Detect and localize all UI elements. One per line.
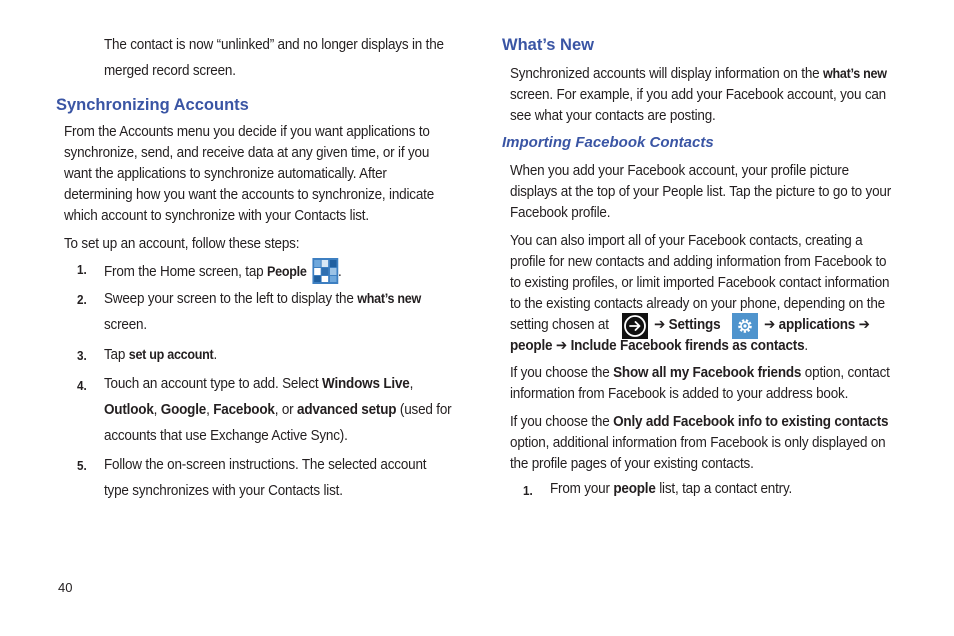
step-text: Sweep your screen to the left to display the (104, 291, 358, 307)
step-text: , (409, 376, 414, 392)
sync-para-line: want the applications to synchronize automatically. After (64, 166, 387, 182)
para-text: Facebook profile. (510, 205, 611, 221)
people-tile-icon (312, 258, 338, 284)
google-label: Google (160, 402, 207, 418)
include-facebook-path (510, 336, 808, 357)
para-text: setting chosen at (510, 317, 609, 333)
settings-label: ➔ Settings (654, 317, 721, 333)
whats-new-label: what’s new (823, 66, 887, 81)
step-text: (used for (396, 402, 452, 418)
step-text: list, tap a contact entry. (655, 481, 793, 497)
step-4-text (104, 371, 451, 449)
only-add-facebook-paragraph (510, 412, 888, 475)
section-heading-whats-new: What’s New (502, 36, 594, 54)
windows-live-label: Windows Live (322, 376, 410, 392)
step-number: 1. (77, 262, 87, 277)
para-text: . (804, 338, 809, 354)
whats-new-label: what’s new (357, 291, 421, 306)
para-text: to the existing contacts already on your phone, depending on the (510, 296, 885, 312)
step-number: 4. (77, 378, 87, 393)
para-text: to existing profiles, or limit imported Facebook contact information (510, 275, 890, 291)
only-add-facebook-label: Only add Facebook info to existing contacts (613, 414, 889, 430)
advanced-setup-label: advanced setup (297, 402, 397, 418)
para-text: Synchronized accounts will display information on the (510, 66, 824, 82)
sync-para-line: which account to synchronize with your Contacts list. (64, 208, 369, 224)
para-text: screen. For example, if you add your Facebook account, you can (510, 87, 887, 103)
people-label: people (613, 481, 656, 497)
step-text: . (338, 263, 342, 280)
step-text: Touch an account type to add. Select (104, 376, 323, 392)
step-2-text (104, 286, 421, 338)
para-text: the profile pages of your existing contacts. (510, 456, 754, 472)
para-text: You can also import all of your Facebook contacts, creating a (510, 233, 863, 249)
sync-para-line: From the Accounts menu you decide if you want applications to (64, 124, 430, 140)
para-text: information from Facebook is added to your address book. (510, 386, 849, 402)
subheading-importing-facebook: Importing Facebook Contacts (502, 134, 714, 151)
step-text: From your (550, 481, 614, 497)
applications-label: ➔ applications ➔ (764, 317, 870, 333)
facebook-profile-paragraph (510, 161, 891, 224)
step-text: . (213, 347, 218, 363)
para-text: displays at the top of your People list. Tap the picture to go to your (510, 184, 892, 200)
para-text: option, additional information from Facebook is only displayed on (510, 435, 886, 451)
step-3-text (104, 344, 217, 366)
intro-line-1: The contact is now “unlinked” and no longer displays in the (104, 37, 444, 53)
step-text: , or (274, 402, 298, 418)
step-text: , (153, 402, 161, 418)
para-text: If you choose the (510, 414, 614, 430)
step-number: 2. (77, 292, 87, 307)
setting-path-line (510, 315, 609, 336)
step-5-text (104, 452, 426, 504)
sync-para-line: synchronize, send, and receive data at any given time, or if you (64, 145, 430, 161)
step-number: 5. (77, 458, 87, 473)
outlook-label: Outlook (104, 402, 154, 418)
step-text: screen. (104, 317, 147, 333)
page-number: 40 (58, 580, 73, 595)
facebook-label: Facebook (213, 402, 275, 418)
setup-account-label: set up account (128, 347, 214, 362)
step-text: accounts that use Exchange Active Sync). (104, 428, 348, 444)
import-contacts-paragraph (510, 231, 889, 315)
para-text: When you add your Facebook account, your profile picture (510, 163, 849, 179)
show-all-friends-paragraph (510, 363, 890, 405)
step-text: Follow the on-screen instructions. The selected account (104, 457, 427, 473)
whats-new-paragraph (510, 63, 887, 127)
para-text: profile for new contacts and adding information from Facebook to (510, 254, 887, 270)
step-number: 1. (523, 483, 533, 498)
sync-paragraph (64, 122, 434, 227)
step-text: type synchronizes with your Contacts list. (104, 483, 343, 499)
step-text: Tap (104, 347, 129, 363)
step-number: 3. (77, 348, 87, 363)
steps-intro: To set up an account, follow these steps: (64, 236, 300, 252)
intro-text (104, 32, 444, 84)
para-text: option, contact (801, 365, 890, 381)
applications-path-label (764, 315, 870, 336)
intro-line-2: merged record screen. (104, 63, 236, 79)
para-text: If you choose the (510, 365, 614, 381)
step-1-text (104, 259, 342, 285)
para-text: see what your contacts are posting. (510, 108, 716, 124)
sync-para-line: determining how you want the accounts to synchronize, indicate (64, 187, 435, 203)
step-text: , (206, 402, 214, 418)
section-heading-sync: Synchronizing Accounts (56, 96, 249, 114)
include-facebook-label: people ➔ Include Facebook firends as contacts (510, 338, 805, 354)
show-all-friends-label: Show all my Facebook friends (613, 365, 802, 381)
right-step-1-text (550, 479, 792, 500)
people-label: People (267, 263, 307, 279)
settings-path-label (654, 315, 720, 336)
step-text: From the Home screen, tap (104, 263, 268, 280)
